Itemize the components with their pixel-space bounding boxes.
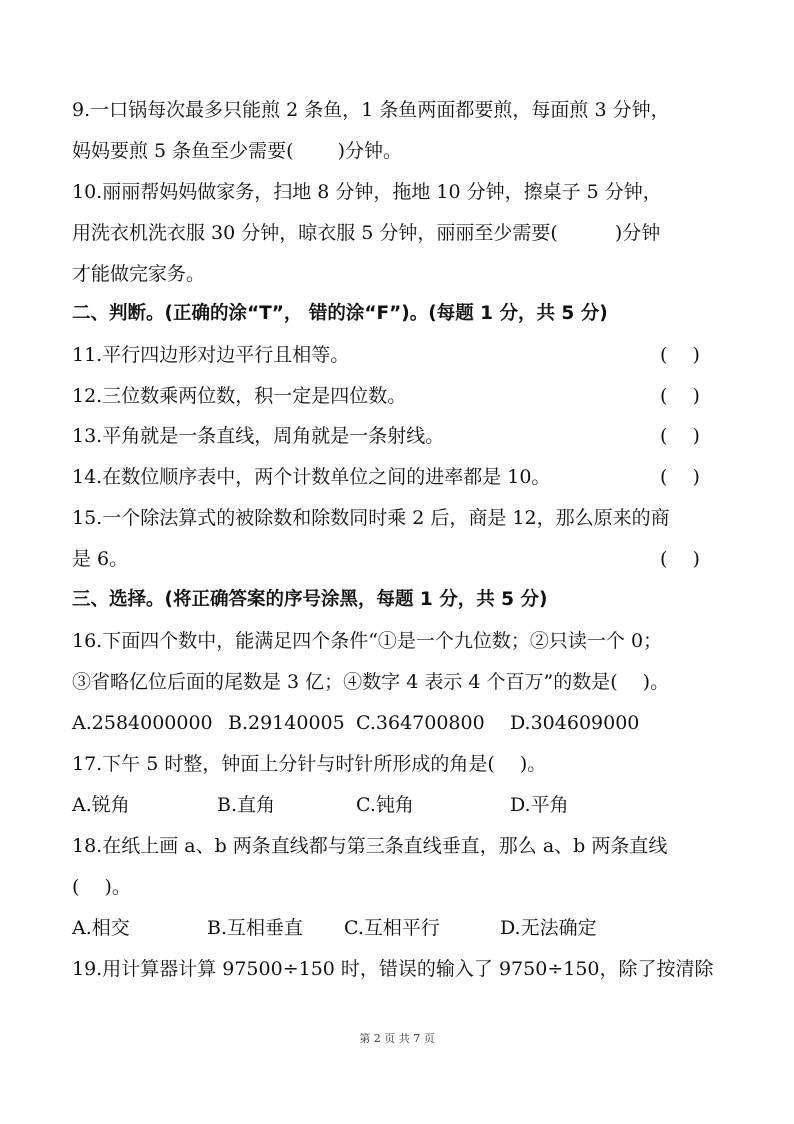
- q9-line1: 9.一口锅每次最多只能煎 2 条鱼，1 条鱼两面都要煎，每面煎 3 分钟，: [72, 99, 670, 121]
- q14-answer-paren: ( ): [660, 466, 700, 488]
- q13-answer-paren: ( ): [660, 425, 700, 447]
- q18-line2: ( )。: [72, 876, 131, 898]
- q16-option-b: B.29140005: [228, 712, 345, 734]
- q18-option-b: B.互相垂直: [207, 917, 304, 939]
- q10-line2: 用洗衣机洗衣服 30 分钟，晾衣服 5 分钟，丽丽至少需要( )分钟: [72, 222, 661, 244]
- q10-line1: 10.丽丽帮妈妈做家务，扫地 8 分钟，拖地 10 分钟，擦桌子 5 分钟，: [72, 181, 662, 203]
- q19-line1: 19.用计算器计算 97500÷150 时，错误的输入了 9750÷150，除了按清除: [72, 958, 714, 980]
- q15-answer-paren: ( ): [660, 548, 700, 570]
- q18-option-a: A.相交: [72, 917, 130, 939]
- q17-option-c: C.钝角: [356, 794, 414, 816]
- q15-line1: 15.一个除法算式的被除数和除数同时乘 2 后，商是 12，那么原来的商: [72, 507, 670, 529]
- q16-line1: 16.下面四个数中，能满足四个条件“①是一个九位数；②只读一个 0；: [72, 630, 663, 652]
- q11-text: 11.平行四边形对边平行且相等。: [72, 344, 350, 366]
- q12-answer-paren: ( ): [660, 385, 700, 407]
- q11-answer-paren: ( ): [660, 344, 700, 366]
- q10-line3: 才能做完家务。: [72, 263, 206, 285]
- q17-option-b: B.直角: [217, 794, 276, 816]
- q16-option-c: C.364700800: [356, 712, 485, 734]
- section3-title: 三、选择。(将正确答案的序号涂黑，每题 1 分，共 5 分): [72, 589, 548, 610]
- q16-line2: ③省略亿位后面的尾数是 3 亿；④数字 4 表示 4 个百万”的数是( )。: [72, 671, 670, 693]
- q17-option-a: A.锐角: [72, 794, 130, 816]
- q18-option-c: C.互相平行: [344, 917, 440, 939]
- q18-option-d: D.无法确定: [500, 917, 597, 939]
- q9-line2: 妈妈要煎 5 条鱼至少需要( )分钟。: [72, 140, 403, 162]
- page-footer: 第 2 页 共 7 页: [359, 1032, 435, 1045]
- q15-line2: 是 6。: [72, 548, 129, 570]
- q16-option-d: D.304609000: [510, 712, 640, 734]
- q16-option-a: A.2584000000: [72, 712, 213, 734]
- section2-title: 二、判断。(正确的涂“T”， 错的涂“F”)。(每题 1 分，共 5 分): [72, 303, 608, 324]
- q12-text: 12.三位数乘两位数，积一定是四位数。: [72, 385, 407, 407]
- q17-option-d: D.平角: [510, 794, 569, 816]
- q17-line1: 17.下午 5 时整，钟面上分针与时针所形成的角是( )。: [72, 753, 547, 775]
- q18-line1: 18.在纸上画 a、b 两条直线都与第三条直线垂直，那么 a、b 两条直线: [72, 835, 668, 857]
- q14-text: 14.在数位顺序表中，两个计数单位之间的进率都是 10。: [72, 466, 551, 488]
- q13-text: 13.平角就是一条直线，周角就是一条射线。: [72, 425, 445, 447]
